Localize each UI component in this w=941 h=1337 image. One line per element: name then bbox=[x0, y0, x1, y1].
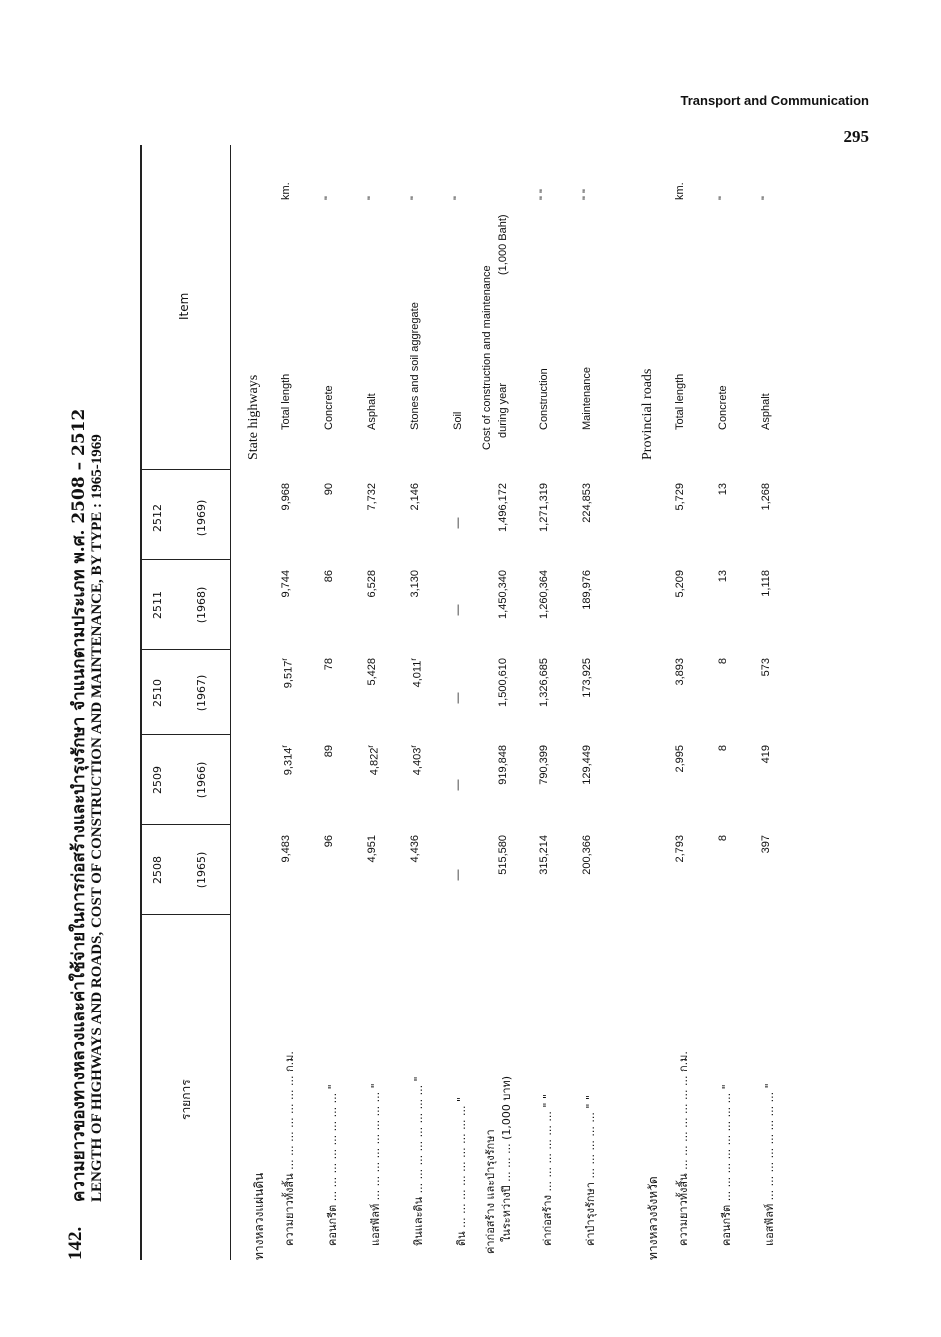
year-header-ce: (1969) bbox=[195, 499, 208, 537]
data-cell: 9,968 bbox=[280, 483, 292, 511]
data-cell: 8 bbox=[717, 658, 729, 665]
year-header-be: 2510 bbox=[151, 679, 164, 707]
data-cell: 397 bbox=[760, 835, 772, 854]
data-cell: 7,732 bbox=[366, 483, 378, 511]
revised-flag: r bbox=[280, 745, 289, 748]
data-cell: 9,744 bbox=[280, 570, 292, 598]
column-separator bbox=[141, 469, 231, 470]
data-cell: — bbox=[452, 869, 464, 881]
row-label-english: Asphalt bbox=[760, 393, 772, 430]
row-unit: " bbox=[366, 196, 378, 200]
row-label-thai: หินและดิน ... ... ... ... ... ... ... ... " bbox=[412, 1076, 425, 1246]
data-cell: 4,822$^r$ bbox=[366, 745, 381, 776]
year-header-be: 2508 bbox=[151, 856, 164, 884]
row-unit: " bbox=[323, 196, 335, 200]
data-cell: 8 bbox=[717, 745, 729, 752]
data-cell: 13 bbox=[717, 570, 729, 583]
data-cell: 96 bbox=[323, 835, 335, 848]
data-cell: 3,130 bbox=[409, 570, 421, 598]
data-cell: 1,268 bbox=[760, 483, 772, 511]
data-cell: 1,500,610 bbox=[497, 658, 509, 707]
data-cell: 5,428 bbox=[366, 658, 378, 686]
data-cell: 8 bbox=[717, 835, 729, 842]
year-header-be: 2509 bbox=[151, 766, 164, 794]
data-cell: 3,893 bbox=[674, 658, 686, 686]
data-cell: 90 bbox=[323, 483, 335, 496]
row-label-english: Stones and soil aggregate bbox=[409, 302, 421, 430]
data-cell: 2,146 bbox=[409, 483, 421, 511]
row-unit: " " bbox=[538, 189, 550, 200]
row-label-thai: ดิน ... ... ... ... ... ... ... ... ... " bbox=[455, 1096, 468, 1246]
rotated-table-page bbox=[65, 145, 855, 1260]
data-cell: 419 bbox=[760, 745, 772, 764]
data-cell: 9,517$^r$ bbox=[280, 658, 295, 689]
row-label-thai: คอนกรีต ... ... ... ... ... ... ... ... " bbox=[720, 1084, 733, 1246]
item-header-thai: รายการ bbox=[179, 1079, 193, 1120]
row-unit: km. bbox=[280, 182, 292, 200]
data-cell: 4,403$^r$ bbox=[409, 745, 424, 776]
data-cell: 515,580 bbox=[497, 835, 509, 875]
row-label-english: Concrete bbox=[323, 385, 335, 430]
data-cell: 9,483 bbox=[280, 835, 292, 863]
row-label-thai: ค่าก่อสร้าง ... ... ... ... ... ... " " bbox=[541, 1093, 554, 1246]
item-header-english: Item bbox=[177, 292, 191, 320]
section-label-thai: ทางหลวงจังหวัด bbox=[646, 1176, 660, 1260]
data-cell: 2,793 bbox=[674, 835, 686, 863]
revised-flag: r bbox=[280, 658, 289, 661]
data-cell: 790,399 bbox=[538, 745, 550, 785]
data-cell: 78 bbox=[323, 658, 335, 671]
row-label-english: Total length bbox=[280, 373, 292, 430]
year-header-be: 2512 bbox=[151, 504, 164, 532]
running-title: Transport and Communication bbox=[680, 93, 869, 108]
data-cell: 1,118 bbox=[760, 570, 772, 597]
year-header-ce: (1968) bbox=[195, 586, 208, 624]
section-label-thai: ทางหลวงแผ่นดิน bbox=[252, 1172, 266, 1260]
row-unit: (1,000 Baht) bbox=[497, 214, 509, 275]
table-title-thai: ความยาวของทางหลวงและค่าใช้จ่ายในการก่อสร้างและบำรุงรักษา จำแนกตามประเภท พ.ศ. 2508 – 2512 bbox=[69, 408, 89, 1202]
page-number: 295 bbox=[843, 127, 869, 146]
data-cell: 173,925 bbox=[581, 658, 593, 698]
row-label-english: Cost of construction and maintenance bbox=[481, 265, 493, 450]
data-cell: 6,528 bbox=[366, 570, 378, 598]
data-cell: 129,449 bbox=[581, 745, 593, 785]
row-label-english: Soil bbox=[452, 411, 464, 430]
data-cell: 86 bbox=[323, 570, 335, 583]
data-cell: 200,366 bbox=[581, 835, 593, 875]
data-cell: 9,314$^r$ bbox=[280, 745, 295, 776]
year-header-ce: (1965) bbox=[195, 851, 208, 889]
data-cell: 189,976 bbox=[581, 570, 593, 610]
row-label-english: Total length bbox=[674, 373, 686, 430]
row-unit: " bbox=[760, 196, 772, 200]
row-unit: " bbox=[452, 196, 464, 200]
row-label-thai: คอนกรีต ... ... ... ... ... ... ... ... " bbox=[326, 1084, 339, 1246]
data-cell: 13 bbox=[717, 483, 729, 496]
row-unit: " " bbox=[581, 189, 593, 200]
row-label-english: Maintenance bbox=[581, 367, 593, 430]
data-cell: 2,995 bbox=[674, 745, 686, 773]
row-label-english: during year bbox=[497, 382, 509, 438]
data-cell: 224,853 bbox=[581, 483, 593, 523]
data-cell: — bbox=[452, 692, 464, 704]
year-header-ce: (1966) bbox=[195, 761, 208, 799]
row-label-english: Asphalt bbox=[366, 393, 378, 430]
data-cell: 573 bbox=[760, 658, 772, 677]
data-cell: 1,450,340 bbox=[497, 570, 509, 619]
data-cell: — bbox=[452, 604, 464, 616]
row-label-thai: ค่าก่อสร้าง และบำรุงรักษา bbox=[484, 1129, 497, 1254]
revised-flag: r bbox=[366, 745, 375, 748]
year-header-ce: (1967) bbox=[195, 674, 208, 712]
data-cell: 1,496,172 bbox=[497, 483, 509, 532]
data-cell: — bbox=[452, 779, 464, 791]
data-cell: 315,214 bbox=[538, 835, 550, 875]
row-unit: " bbox=[717, 196, 729, 200]
data-cell: — bbox=[452, 517, 464, 529]
top-rule bbox=[140, 145, 142, 1260]
row-label-english: Construction bbox=[538, 368, 550, 430]
row-label-thai: ความยาวทั้งสิ้น ... ... ... ... ... ... ... ก.ม. bbox=[283, 1051, 296, 1246]
data-cell: 919,848 bbox=[497, 745, 509, 785]
table-title-english: LENGTH OF HIGHWAYS AND ROADS, COST OF CONSTRUCTION AND MAINTENANCE, BY TYPE : 1965-1969 bbox=[89, 434, 105, 1202]
revised-flag: r bbox=[409, 745, 418, 748]
row-label-thai: ความยาวทั้งสิ้น ... ... ... ... ... ... ... ก.ม. bbox=[677, 1051, 690, 1246]
row-label-english: Concrete bbox=[717, 385, 729, 430]
data-cell: 1,326,685 bbox=[538, 658, 550, 707]
data-cell: 5,209 bbox=[674, 570, 686, 598]
row-label-thai: แอสฟัลท์ ... ... ... ... ... ... ... ... " bbox=[369, 1083, 382, 1246]
data-cell: 1,271,319 bbox=[538, 483, 550, 532]
table-number: 142. bbox=[65, 1226, 86, 1260]
row-label-thai: ในระหว่างปี ... ... ... (1,000 บาท) bbox=[500, 1075, 513, 1242]
row-label-thai: แอสฟัลท์ ... ... ... ... ... ... ... ... " bbox=[763, 1083, 776, 1246]
data-cell: 89 bbox=[323, 745, 335, 758]
data-cell: 4,951 bbox=[366, 835, 378, 863]
data-cell: 1,260,364 bbox=[538, 570, 550, 619]
revised-flag: r bbox=[409, 658, 418, 661]
row-label-thai: ค่าบำรุงรักษา ... ... ... ... ... " " bbox=[584, 1094, 597, 1246]
data-cell: 4,436 bbox=[409, 835, 421, 863]
section-label-english: State highways bbox=[246, 374, 261, 460]
row-unit: km. bbox=[674, 182, 686, 200]
year-header-be: 2511 bbox=[151, 591, 164, 619]
header-rule bbox=[230, 145, 231, 1260]
data-cell: 4,011$^r$ bbox=[409, 658, 424, 688]
section-label-english: Provincial roads bbox=[640, 368, 655, 460]
row-unit: " bbox=[409, 196, 421, 200]
data-cell: 5,729 bbox=[674, 483, 686, 511]
